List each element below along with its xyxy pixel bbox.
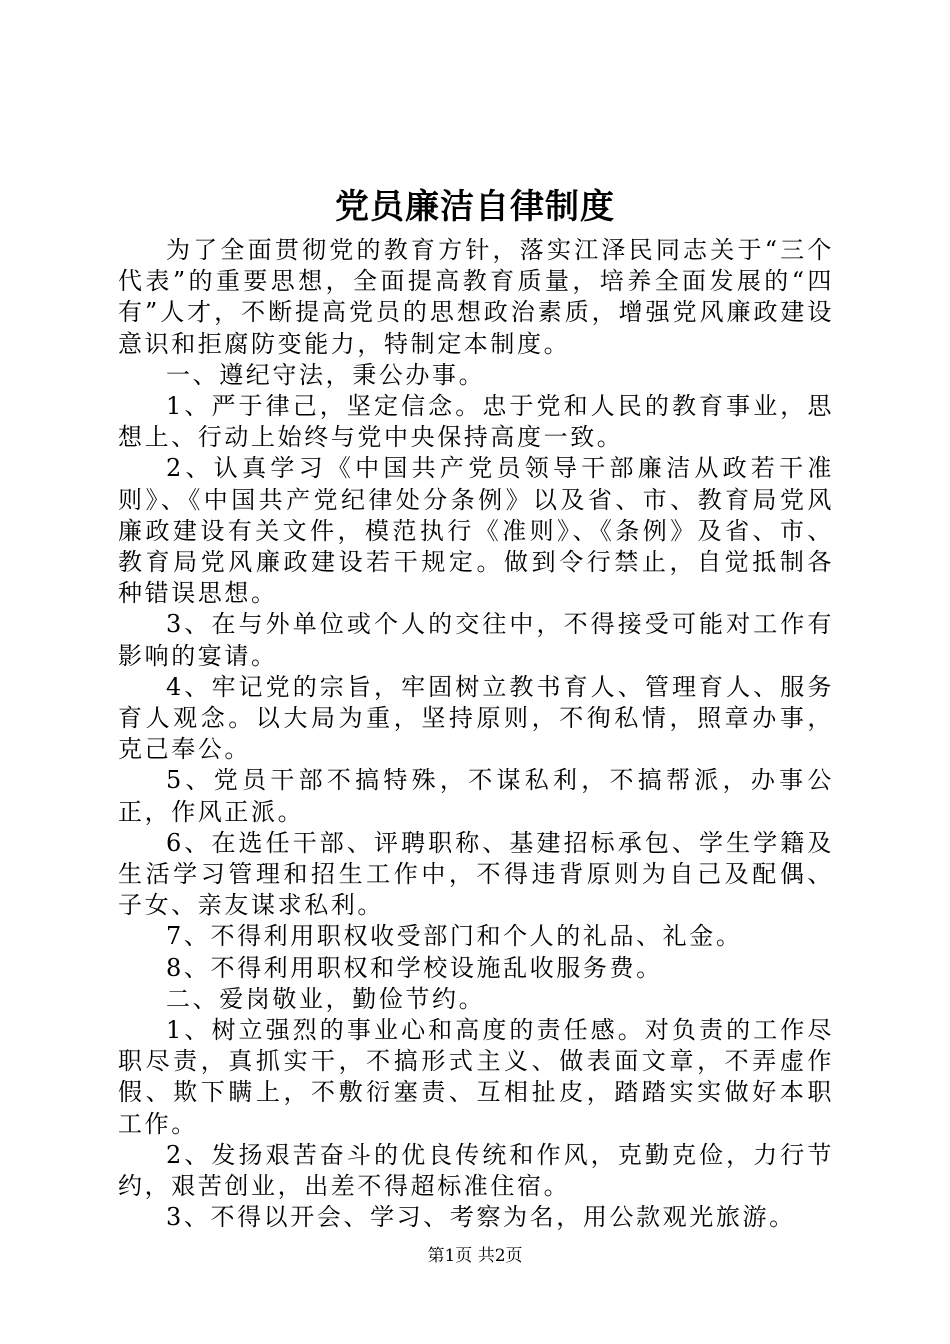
- paragraph-2-3: 3、不得以开会、学习、考察为名，用公款观光旅游。: [166, 1203, 796, 1232]
- section-heading-1: 一、遵纪守法，秉公办事。: [166, 360, 486, 389]
- paragraph-2-1: 1、树立强烈的事业心和高度的责任感。对负责的工作尽职尽责，真抓实干，不搞形式主义、做表面文章，不弄虚作假、欺下瞒上，不敷衍塞责、互相扯皮，踏踏实实做好本职工作。: [118, 1016, 834, 1138]
- paragraph-2-2: 2、发扬艰苦奋斗的优良传统和作风，克勤克俭，力行节约，艰苦创业，出差不得超标准住宿。: [118, 1140, 834, 1201]
- paragraph-1-4: 4、牢记党的宗旨，牢固树立教书育人、管理育人、服务育人观念。以大局为重，坚持原则，不徇私情，照章办事，克己奉公。: [118, 672, 834, 764]
- paragraph-1-5: 5、党员干部不搞特殊，不谋私利，不搞帮派，办事公正，作风正派。: [118, 766, 834, 826]
- paragraph-1-7: 7、不得利用职权收受部门和个人的礼品、礼金。: [166, 922, 743, 951]
- document-body: [118, 235, 834, 1234]
- paragraph-1-8: 8、不得利用职权和学校设施乱收服务费。: [166, 953, 663, 982]
- section-heading-2: 二、爱岗敬业，勤俭节约。: [166, 984, 486, 1013]
- paragraph-1-2: 2、认真学习《中国共产党员领导干部廉洁从政若干准则》、《中国共产党纪律处分条例》以及省、市、教育局党风廉政建设有关文件，模范执行《准则》、《条例》及省、市、教育局党风廉政建设若干规定。做到令行禁止，自觉抵制各种错误思想。: [118, 454, 834, 608]
- paragraph-1-3: 3、在与外单位或个人的交往中，不得接受可能对工作有影响的宴请。: [118, 610, 834, 670]
- paragraph-1-6: 6、在选任干部、评聘职称、基建招标承包、学生学籍及生活学习管理和招生工作中，不得违背原则为自己及配偶、子女、亲友谋求私利。: [118, 828, 834, 920]
- paragraph-intro: 为了全面贯彻党的教育方针，落实江泽民同志关于“三个代表”的重要思想，全面提高教育质量，培养全面发展的“四有”人才，不断提高党员的思想政治素质，增强党风廉政建设意识和拒腐防变能力，特制定本制度。: [118, 236, 834, 358]
- page-footer: 第1页 共2页: [427, 1246, 523, 1266]
- document-title: 党员廉洁自律制度: [335, 187, 615, 227]
- paragraph-1-1: 1、严于律己，坚定信念。忠于党和人民的教育事业，思想上、行动上始终与党中央保持高度一致。: [118, 392, 834, 452]
